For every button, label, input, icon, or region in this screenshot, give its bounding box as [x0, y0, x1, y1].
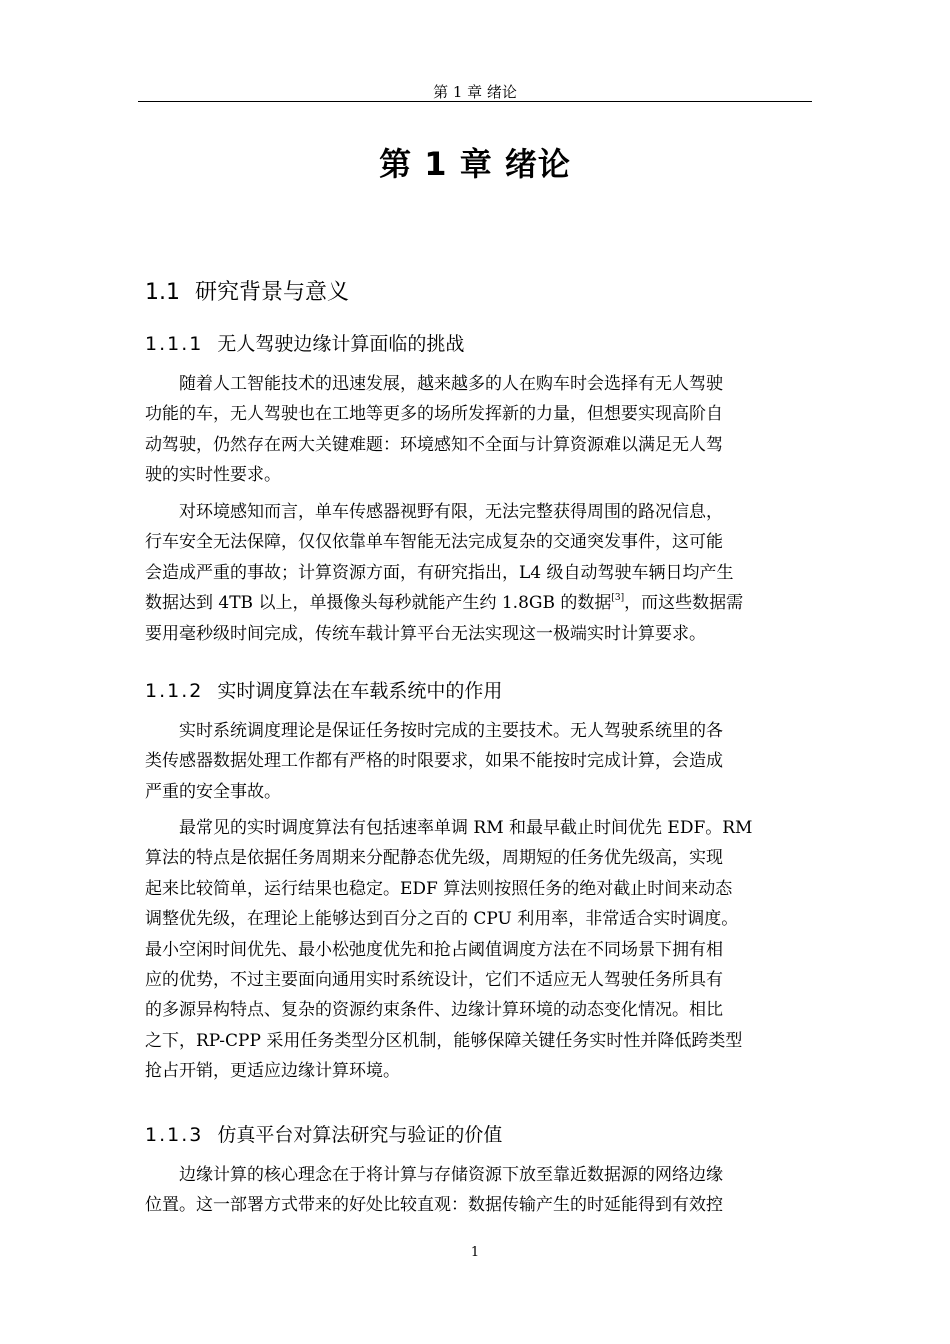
running-header: 第 1 章 绪论 — [433, 83, 517, 101]
subsection-heading-1-1-1 — [145, 330, 464, 358]
paragraph-line: 动驾驶，仍然存在两大关键难题：环境感知不全面与计算资源难以满足无人驾 — [145, 434, 723, 455]
paragraph-line: 严重的安全事故。 — [145, 781, 281, 802]
paragraph-text: 数据达到 4TB 以上，单摄像头每秒就能产生约 1.8GB 的数据 — [145, 593, 612, 614]
paragraph-line: 功能的车，无人驾驶也在工地等更多的场所发挥新的力量，但想要实现高阶自 — [145, 404, 723, 425]
paragraph-line: 之下，RP-CPP 采用任务类型分区机制，能够保障关键任务实时性并降低跨类型 — [145, 1030, 743, 1051]
paragraph-1-1-3-a — [145, 1160, 805, 1221]
subsection-title: 仿真平台对算法研究与验证的价值 — [217, 1124, 503, 1146]
paragraph-line: 调整优先级，在理论上能够达到百分之百的 CPU 利用率，非常适合实时调度。 — [145, 909, 739, 930]
section-title: 研究背景与意义 — [195, 280, 350, 305]
paragraph-line: 的多源异构特点、复杂的资源约束条件、边缘计算环境的动态变化情况。相比 — [145, 1000, 723, 1021]
subsection-heading-1-1-2 — [145, 677, 502, 705]
paragraph-line: 会造成严重的事故；计算资源方面，有研究指出，L4 级自动驾驶车辆日均产生 — [145, 562, 734, 583]
paragraph-line: 抢占开销，更适应边缘计算环境。 — [145, 1061, 400, 1082]
citation-link[interactable]: [3] — [611, 593, 625, 604]
header-rule — [138, 101, 812, 102]
paragraph-line: 算法的特点是依据任务周期来分配静态优先级，周期短的任务优先级高，实现 — [145, 848, 723, 869]
paragraph-line: 最常见的实时调度算法有包括速率单调 RM 和最早截止时间优先 EDF。RM — [179, 818, 753, 838]
paragraph-1-1-2-a — [145, 716, 805, 807]
paragraph-line: 要用毫秒级时间完成，传统车载计算平台无法实现这一极端实时计算要求。 — [145, 623, 706, 644]
paragraph-line: 位置。这一部署方式带来的好处比较直观：数据传输产生的时延能得到有效控 — [145, 1195, 723, 1216]
paragraph-line: 驶的实时性要求。 — [145, 465, 281, 486]
chapter-title: 第 1 章 绪论 — [379, 145, 571, 183]
paragraph-line: 边缘计算的核心理念在于将计算与存储资源下放至靠近数据源的网络边缘 — [179, 1165, 723, 1185]
subsection-number: 1.1.2 — [145, 680, 204, 702]
subsection-heading-1-1-3 — [145, 1121, 502, 1149]
paragraph-line: 类传感器数据处理工作都有严格的时限要求，如果不能按时完成计算，会造成 — [145, 751, 723, 772]
subsection-number: 1.1.3 — [145, 1124, 204, 1146]
section-heading-1-1 — [145, 278, 349, 308]
paragraph-line: 随着人工智能技术的迅速发展，越来越多的人在购车时会选择有无人驾驶 — [179, 374, 723, 394]
paragraph-line-with-citation — [145, 588, 805, 618]
paragraph-line: 起来比较简单，运行结果也稳定。EDF 算法则按照任务的绝对截止时间来动态 — [145, 878, 733, 899]
subsection-number: 1.1.1 — [145, 333, 204, 355]
paragraph-line: 行车安全无法保障，仅仅依靠单车智能无法完成复杂的交通突发事件，这可能 — [145, 532, 723, 553]
paragraph-line: 对环境感知而言，单车传感器视野有限，无法完整获得周围的路况信息， — [179, 502, 723, 522]
subsection-title: 实时调度算法在车载系统中的作用 — [217, 680, 503, 702]
paragraph-text: ，而这些数据需 — [624, 593, 744, 614]
paragraph-1-1-1-a — [145, 369, 805, 491]
paragraph-line: 应的优势，不过主要面向通用实时系统设计，它们不适应无人驾驶任务所具有 — [145, 970, 723, 991]
section-number: 1.1 — [145, 280, 180, 305]
paragraph-1-1-2-b — [145, 813, 805, 1087]
page-number: 1 — [470, 1245, 480, 1260]
paragraph-1-1-1-b — [145, 497, 805, 649]
paragraph-line: 实时系统调度理论是保证任务按时完成的主要技术。无人驾驶系统里的各 — [179, 721, 723, 741]
subsection-title: 无人驾驶边缘计算面临的挑战 — [217, 333, 465, 355]
paragraph-line: 最小空闲时间优先、最小松弛度优先和抢占阈值调度方法在不同场景下拥有相 — [145, 939, 723, 960]
